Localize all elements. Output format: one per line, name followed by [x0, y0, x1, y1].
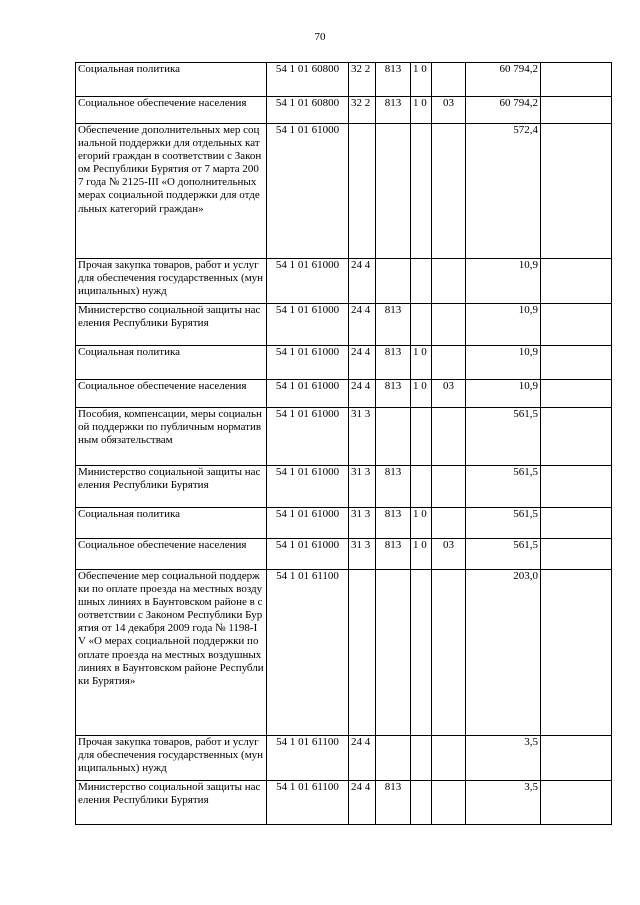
row-empty-cell: [541, 781, 612, 825]
table-row: [76, 124, 612, 259]
row-name: Социальное обеспечение населения: [76, 380, 267, 408]
row-rz: [411, 570, 432, 736]
row-rz: [411, 781, 432, 825]
row-code: 54 1 01 60800: [267, 63, 349, 97]
page-number: 70: [314, 31, 326, 43]
row-vr: 24 4: [349, 736, 376, 781]
row-code: 54 1 01 61000: [267, 304, 349, 346]
row-empty-cell: [541, 63, 612, 97]
row-pr: [432, 124, 466, 259]
row-grbs: 813: [376, 781, 411, 825]
row-grbs: 813: [376, 97, 411, 124]
row-sum: 10,9: [466, 380, 541, 408]
row-grbs: [376, 124, 411, 259]
row-code: 54 1 01 61000: [267, 346, 349, 380]
row-empty-cell: [541, 570, 612, 736]
row-vr: 24 4: [349, 259, 376, 304]
row-empty-cell: [541, 346, 612, 380]
row-name: Социальная политика: [76, 63, 267, 97]
row-vr: 24 4: [349, 304, 376, 346]
row-rz: [411, 736, 432, 781]
row-sum: 10,9: [466, 304, 541, 346]
row-code: 54 1 01 61000: [267, 539, 349, 570]
row-grbs: 813: [376, 346, 411, 380]
table-row: [76, 736, 612, 781]
row-name: Министерство социальной защиты населения Республики Бурятия: [76, 304, 267, 346]
row-pr: [432, 570, 466, 736]
row-sum: 561,5: [466, 408, 541, 466]
row-grbs: 813: [376, 508, 411, 539]
table-row: [76, 466, 612, 508]
row-pr: [432, 63, 466, 97]
row-vr: 24 4: [349, 346, 376, 380]
row-pr: 03: [432, 380, 466, 408]
row-sum: 561,5: [466, 508, 541, 539]
row-pr: [432, 781, 466, 825]
row-empty-cell: [541, 539, 612, 570]
row-rz: [411, 259, 432, 304]
row-pr: [432, 736, 466, 781]
row-vr: 32 2: [349, 63, 376, 97]
table-row: [76, 63, 612, 97]
row-sum: 561,5: [466, 539, 541, 570]
row-rz: 1 0: [411, 508, 432, 539]
row-code: 54 1 01 61000: [267, 408, 349, 466]
row-grbs: 813: [376, 63, 411, 97]
row-pr: 03: [432, 97, 466, 124]
row-sum: 60 794,2: [466, 97, 541, 124]
row-name: Министерство социальной защиты населения Республики Бурятия: [76, 781, 267, 825]
row-name: Социальное обеспечение населения: [76, 97, 267, 124]
row-code: 54 1 01 60800: [267, 97, 349, 124]
table-row: [76, 380, 612, 408]
table-row: [76, 259, 612, 304]
row-grbs: 813: [376, 304, 411, 346]
row-empty-cell: [541, 259, 612, 304]
row-rz: 1 0: [411, 539, 432, 570]
row-rz: 1 0: [411, 97, 432, 124]
row-name: Обеспечение мер социальной поддержки по оплате проезда на местных воздушных линиях в Баунтовском районе в соответствии с Законом Республики Бурятия от 14 декабря 2009 года № 1198-IV «О мерах социальной поддержки по оплате проезда на местных воздушных линиях в Баунтовском районе Республики Бурятия»: [76, 570, 267, 736]
row-name: Обеспечение дополнительных мер социальной поддержки для отдельных категорий граждан в соответствии с Законом Республики Бурятия от 7 марта 2007 года № 2125-III «О дополнительных мерах социальной поддержки для отдельных категорий граждан»: [76, 124, 267, 259]
row-code: 54 1 01 61000: [267, 259, 349, 304]
row-grbs: 813: [376, 539, 411, 570]
row-sum: 10,9: [466, 346, 541, 380]
row-name: Социальная политика: [76, 508, 267, 539]
row-code: 54 1 01 61000: [267, 466, 349, 508]
row-code: 54 1 01 61000: [267, 380, 349, 408]
table-row: [76, 346, 612, 380]
row-empty-cell: [541, 466, 612, 508]
row-rz: 1 0: [411, 63, 432, 97]
row-code: 54 1 01 61100: [267, 570, 349, 736]
budget-table: [75, 62, 612, 825]
table-row: [76, 539, 612, 570]
row-rz: [411, 124, 432, 259]
row-empty-cell: [541, 408, 612, 466]
row-name: Социальное обеспечение населения: [76, 539, 267, 570]
table-row: [76, 97, 612, 124]
row-rz: 1 0: [411, 380, 432, 408]
table-row: [76, 408, 612, 466]
row-name: Министерство социальной защиты населения Республики Бурятия: [76, 466, 267, 508]
row-sum: 60 794,2: [466, 63, 541, 97]
row-empty-cell: [541, 97, 612, 124]
row-grbs: [376, 570, 411, 736]
row-rz: [411, 304, 432, 346]
row-grbs: 813: [376, 380, 411, 408]
row-pr: [432, 259, 466, 304]
row-code: 54 1 01 61000: [267, 508, 349, 539]
table-row: [76, 781, 612, 825]
row-sum: 10,9: [466, 259, 541, 304]
row-name: Пособия, компенсации, меры социальной поддержки по публичным нормативным обязательствам: [76, 408, 267, 466]
row-code: 54 1 01 61100: [267, 736, 349, 781]
row-code: 54 1 01 61100: [267, 781, 349, 825]
row-pr: [432, 466, 466, 508]
row-vr: 31 3: [349, 408, 376, 466]
row-empty-cell: [541, 508, 612, 539]
row-vr: 24 4: [349, 781, 376, 825]
row-sum: 3,5: [466, 781, 541, 825]
row-vr: [349, 570, 376, 736]
row-vr: 32 2: [349, 97, 376, 124]
row-sum: 203,0: [466, 570, 541, 736]
row-rz: [411, 408, 432, 466]
row-pr: [432, 508, 466, 539]
row-rz: 1 0: [411, 346, 432, 380]
row-name: Прочая закупка товаров, работ и услуг для обеспечения государственных (муниципальных) нужд: [76, 736, 267, 781]
row-sum: 572,4: [466, 124, 541, 259]
row-empty-cell: [541, 736, 612, 781]
row-rz: [411, 466, 432, 508]
row-sum: 561,5: [466, 466, 541, 508]
row-empty-cell: [541, 304, 612, 346]
row-grbs: [376, 408, 411, 466]
row-name: Социальная политика: [76, 346, 267, 380]
table-row: [76, 508, 612, 539]
row-vr: 31 3: [349, 466, 376, 508]
row-pr: [432, 408, 466, 466]
row-name: Прочая закупка товаров, работ и услуг для обеспечения государственных (муниципальных) нужд: [76, 259, 267, 304]
row-grbs: [376, 736, 411, 781]
row-grbs: 813: [376, 466, 411, 508]
row-pr: [432, 304, 466, 346]
row-sum: 3,5: [466, 736, 541, 781]
row-empty-cell: [541, 124, 612, 259]
row-vr: 24 4: [349, 380, 376, 408]
row-vr: 31 3: [349, 539, 376, 570]
table-row: [76, 570, 612, 736]
row-grbs: [376, 259, 411, 304]
table-row: [76, 304, 612, 346]
row-empty-cell: [541, 380, 612, 408]
row-vr: 31 3: [349, 508, 376, 539]
row-pr: 03: [432, 539, 466, 570]
row-code: 54 1 01 61000: [267, 124, 349, 259]
row-pr: [432, 346, 466, 380]
row-vr: [349, 124, 376, 259]
